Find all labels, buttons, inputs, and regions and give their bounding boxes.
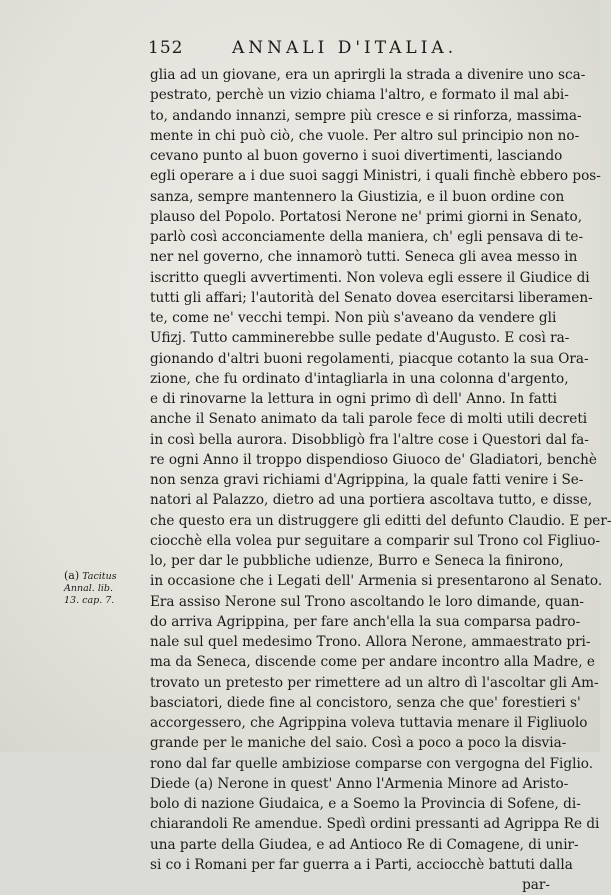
margin-note-line: 13. cap. 7.: [64, 595, 115, 606]
margin-note-first-line: [64, 570, 154, 583]
text-line: do arriva Agrippina, per fare anch'ella la sua comparsa padro-: [150, 613, 581, 630]
text-line: Era assiso Nerone sul Trono ascoltando le loro dimande, quan-: [150, 593, 584, 610]
text-line: che questo era un distruggere gli editti del defunto Claudio. E per-: [150, 512, 611, 529]
text-line: in occasione che i Legati dell' Armenia si presentarono al Senato.: [150, 573, 603, 590]
body-text: [150, 65, 611, 895]
text-line: mente in chi può ciò, che vuole. Per altro sul principio non no-: [150, 127, 580, 144]
running-head: [148, 38, 558, 62]
text-line: parlò così acconciamente della maniera, ch' egli pensava di te-: [150, 229, 584, 245]
text-line: anche il Senato animato da tali parole fece di molti utili decreti: [150, 411, 588, 428]
text-line: trovato un pretesto per rimettere ad un altro dì l'ascoltar gli Am-: [150, 674, 599, 691]
running-title: ANNALI D'ITALIA.: [232, 38, 458, 58]
text-line: si co i Romani per far guerra a i Parti, acciocchè battuti dalla: [150, 856, 573, 873]
text-line: iscritto quegli avvertimenti. Non voleva egli essere il Giudice di: [150, 269, 590, 286]
text-line: tutti gli affari; l'autorità del Senato dovea esercitarsi liberamen-: [150, 289, 593, 306]
text-line: pestrato, perchè un vizio chiama l'altro, e formato il mal abi-: [150, 87, 569, 104]
margin-note-mark: (a): [64, 569, 80, 582]
text-line: egli operare a i due suoi saggi Ministri, i quali finchè ebbero pos-: [150, 168, 601, 185]
text-line: to, andando innanzi, sempre più cresce e si rinforza, massima-: [150, 107, 582, 124]
text-line: in così bella aurora. Disobbligò fra l'altre cose i Questori dal fa-: [150, 431, 589, 448]
text-line: gionando d'altri buoni regolamenti, piacque cotanto la sua Ora-: [150, 350, 589, 367]
catchword: par-: [522, 877, 550, 893]
text-line: non senza gravi richiami d'Agrippina, la quale fatti venire i Se-: [150, 472, 584, 488]
text-line: chiarandoli Re amendue. Spedì ordini pressanti ad Agrippa Re di: [150, 816, 600, 833]
text-line: grande per le maniche del saio. Così a poco a poco la disvia-: [150, 735, 567, 752]
text-line: ciocchè ella volea pur seguitare a comparir sul Trono col Figliuo-: [150, 532, 601, 549]
text-line: natori al Palazzo, dietro ad una portiera ascoltava tutto, e disse,: [150, 492, 593, 509]
text-line: Ufizj. Tutto camminerebbe sulle pedate d'Augusto. E così ra-: [150, 330, 570, 347]
text-line: Diede (a) Nerone in quest' Anno l'Armenia Minore ad Aristo-: [150, 775, 569, 792]
text-line: bolo di nazione Giudaica, e a Soemo la Provincia di Sofene, di-: [150, 796, 581, 812]
text-line: zione, che fu ordinato d'intagliarla in una colonna d'argento,: [150, 370, 569, 387]
text-line: re ogni Anno il troppo dispendioso Giuoco de' Gladiatori, benchè: [150, 451, 597, 468]
text-line: glia ad un giovane, era un aprirgli la strada a divenire uno sca-: [150, 67, 586, 83]
text-line: ner nel governo, che innamorò tutti. Seneca gli avea messo in: [150, 249, 578, 266]
text-line: cevano punto al buon governo i suoi divertimenti, lasciando: [150, 148, 563, 164]
margin-note: [64, 570, 154, 607]
text-line: nale sul quel medesimo Trono. Allora Nerone, ammaestrato pri-: [150, 634, 591, 650]
text-line: sanza, sempre mantennero la Giustizia, e il buon ordine con: [150, 188, 565, 205]
text-line: basciatori, diede fine al concistoro, senza che que' forestieri s': [150, 694, 581, 711]
text-line: ma da Seneca, discende come per andare incontro alla Madre, e: [150, 654, 595, 671]
text-line: e di rinovarne la lettura in ogni primo dì dell' Anno. In fatti: [150, 391, 558, 407]
margin-note-line: Annal. lib.: [64, 583, 114, 594]
text-line: rono dal far quelle ambiziose comparse con vergogna del Figlio.: [150, 755, 594, 772]
page-number: 152: [148, 38, 184, 58]
text-line: una parte della Giudea, e ad Antioco Re di Comagene, di unir-: [150, 836, 579, 853]
text-line: te, come ne' vecchi tempi. Non più s'aveano da vendere gli: [150, 310, 557, 326]
text-line: accorgessero, che Agrippina voleva tuttavia menare il Figliuolo: [150, 715, 588, 731]
text-line: plauso del Popolo. Portatosi Nerone ne' primi giorni in Senato,: [150, 208, 583, 225]
margin-note-author: Tacitus: [82, 571, 117, 582]
text-line: lo, per dar le pubbliche udienze, Burro e Seneca la finirono,: [150, 553, 564, 569]
